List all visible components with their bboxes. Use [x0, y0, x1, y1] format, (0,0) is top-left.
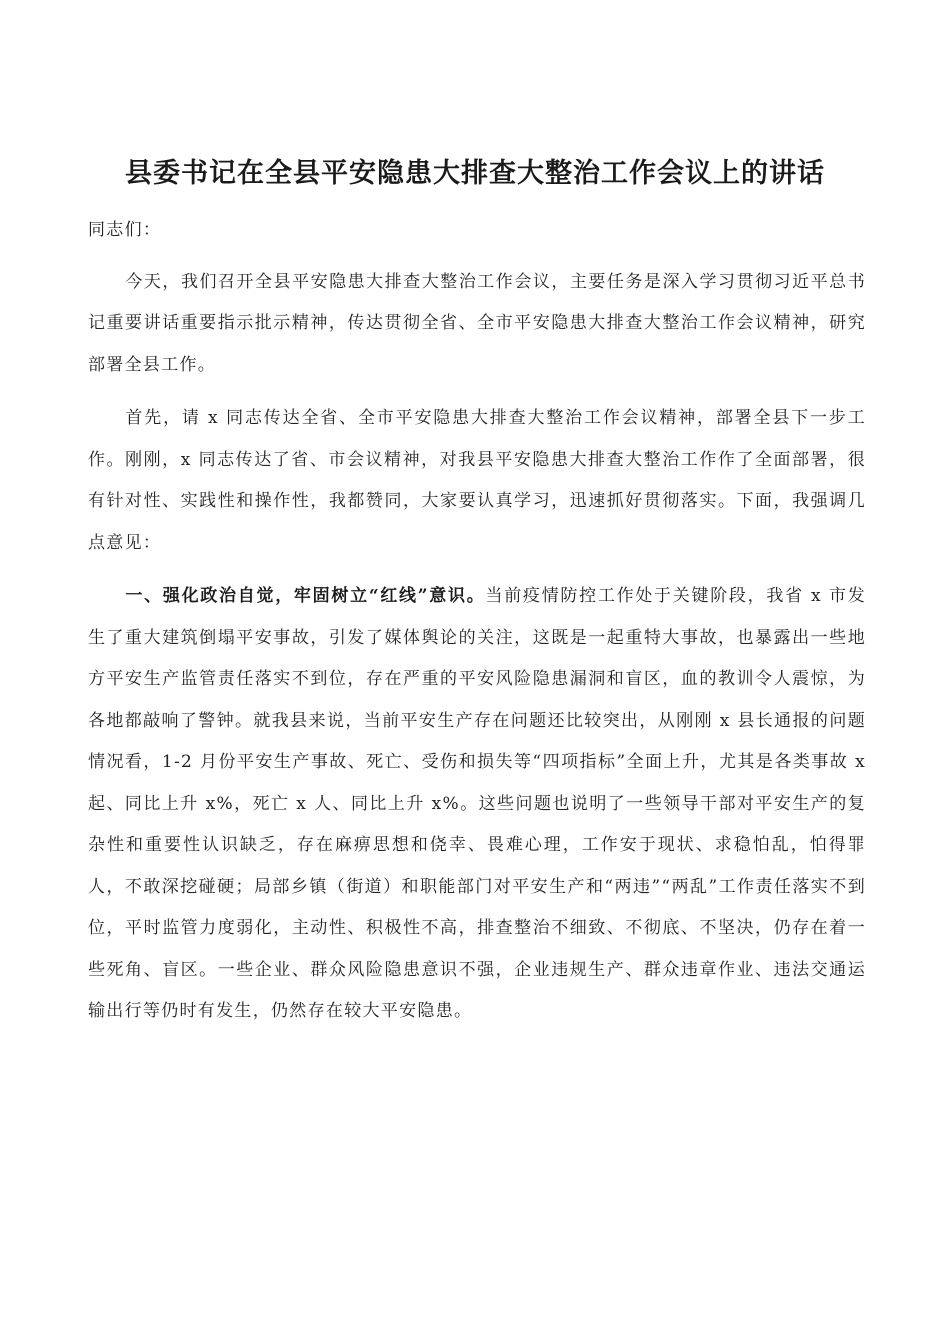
document-title: 县委书记在全县平安隐患大排查大整治工作会议上的讲话: [125, 158, 825, 189]
salutation: 同志们：: [88, 220, 162, 240]
document-body: [88, 210, 866, 1033]
section-one-paragraph: [88, 576, 866, 1033]
paragraph-opening: 今天，我们召开全县平安隐患大排查大整治工作会议，主要任务是深入学习贯彻习近平总书记重要讲话重要指示批示精神，传达贯彻全省、全市平安隐患大排查大整治工作会议精神，研究部署全县工作。: [88, 271, 866, 375]
section-one-text: 当前疫情防控工作处于关键阶段，我省 x 市发生了重大建筑倒塌平安事故，引发了媒体舆论的关注，这既是一起重特大事故，也暴露出一些地方平安生产监管责任落实不到位，存在严重的平安风险隐患漏洞和盲区，血的教训令人震惊，为各地都敲响了警钟。就我县来说，当前平安生产存在问题还比较突出，从刚刚 x 县长通报的问题情况看，1-2 月份平安生产事故、死亡、受伤和损失等“四项指标”全面上升，尤其是各类事故 x 起、同比上升 x%，死亡 x 人、同比上升 x%。这些问题也说明了一些领导干部对平安生产的复杂性和重要性认识缺乏，存在麻痹思想和侥幸、畏难心理，工作安于现状、求稳怕乱，怕得罪人，不敢深挖碰硬；局部乡镇（街道）和职能部门对平安生产和“两违”“两乱”工作责任落实不到位，平时监管力度弱化，主动性、积极性不高，排查整治不细致、不彻底、不坚决，仍存在着一些死角、盲区。一些企业、群众风险隐患意识不强，企业违规生产、群众违章作业、违法交通运输出行等仍时有发生，仍然存在较大平安隐患。: [88, 586, 867, 1021]
paragraph-introduction: 首先，请 x 同志传达全省、全市平安隐患大排查大整治工作会议精神，部署全县下一步工作。刚刚，x 同志传达了省、市会议精神，对我县平安隐患大排查大整治工作作了全面部署，很有针对性、实践性和操作性，我都赞同，大家要认真学习，迅速抓好贯彻落实。下面，我强调几点意见：: [88, 408, 866, 553]
section-one-heading: 一、强化政治自觉，牢固树立“红线”意识。: [125, 586, 486, 606]
